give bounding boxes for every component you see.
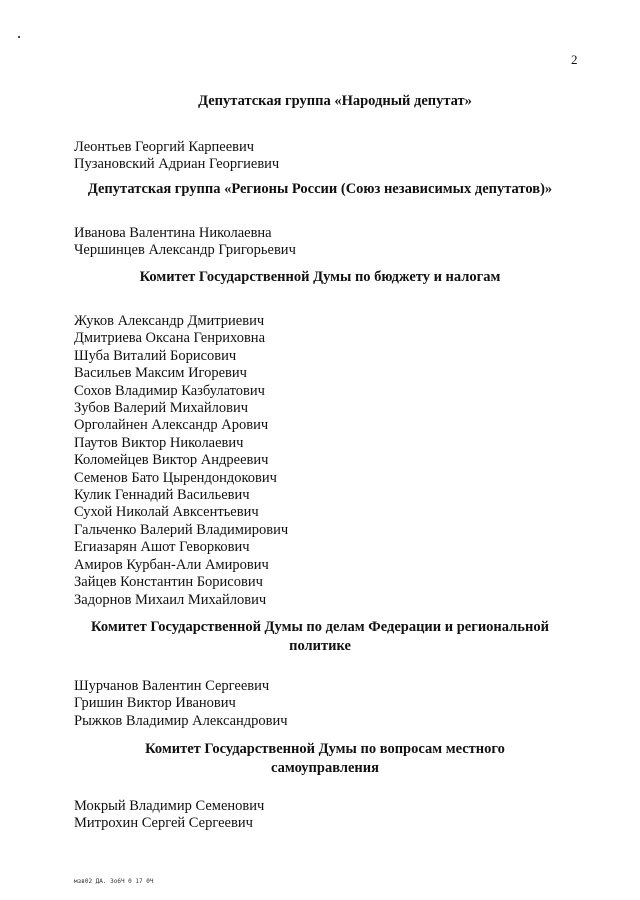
member-name: Задорнов Михаил Михайлович <box>74 591 267 608</box>
page-number: 2 <box>571 52 578 67</box>
member-name: Коломейцев Виктор Андреевич <box>74 452 269 469</box>
scan-speck <box>18 36 20 38</box>
section-4 <box>0 740 640 833</box>
section-heading: Депутатская группа «Народный депутат» <box>198 93 472 109</box>
section-0 <box>0 92 640 174</box>
member-name: Дмитриева Оксана Генриховна <box>74 330 265 347</box>
member-name: Кулик Геннадий Васильевич <box>74 487 250 504</box>
section-heading: Депутатская группа «Регионы России (Союз независимых депутатов)» <box>87 181 553 197</box>
member-name: Иванова Валентина Николаевна <box>74 225 272 241</box>
section-1 <box>0 180 640 260</box>
member-name: Егиазарян Ашот Геворкович <box>74 539 250 556</box>
member-name: Чершинцев Александр Григорьевич <box>74 242 296 259</box>
section-heading: Комитет Государственной Думы по вопросам местного самоуправления <box>145 741 505 776</box>
member-list <box>0 139 640 174</box>
member-list <box>0 313 640 609</box>
section-2 <box>0 268 640 609</box>
member-name: Амиров Курбан-Али Амирович <box>74 556 269 573</box>
member-name: Семенов Бато Цырендондокович <box>74 469 277 486</box>
member-name: Гришин Виктор Иванович <box>74 695 236 712</box>
member-name: Жуков Александр Дмитриевич <box>74 313 265 329</box>
member-list <box>0 798 640 833</box>
section-3 <box>0 618 640 730</box>
member-name: Рыжков Владимир Александрович <box>74 712 288 729</box>
member-name: Сохов Владимир Казбулатович <box>74 382 265 399</box>
member-name: Зайцев Константин Борисович <box>74 574 263 591</box>
member-name: Васильев Максим Игоревич <box>74 365 247 382</box>
section-heading: Комитет Государственной Думы по делам Федерации и региональной политике <box>91 619 549 654</box>
footer-code: мзв02 ДА. 3о6Ч 0 17 0Ч <box>74 878 154 885</box>
member-name: Паутов Виктор Николаевич <box>74 434 244 451</box>
member-name: Митрохин Сергей Сергеевич <box>74 815 253 832</box>
member-list <box>0 678 640 730</box>
member-name: Зубов Валерий Михайлович <box>74 400 249 417</box>
member-name: Пузановский Адриан Георгиевич <box>74 156 280 173</box>
member-name: Леонтьев Георгий Карпеевич <box>74 139 255 155</box>
member-name: Шурчанов Валентин Сергеевич <box>74 678 270 694</box>
member-name: Мокрый Владимир Семенович <box>74 798 265 814</box>
member-name: Шуба Виталий Борисович <box>74 347 237 364</box>
member-name: Гальченко Валерий Владимирович <box>74 521 289 538</box>
member-name: Орголайнен Александр Арович <box>74 417 269 434</box>
member-name: Сухой Николай Авксентьевич <box>74 504 259 521</box>
member-list <box>0 225 640 260</box>
section-heading: Комитет Государственной Думы по бюджету и налогам <box>139 269 501 285</box>
